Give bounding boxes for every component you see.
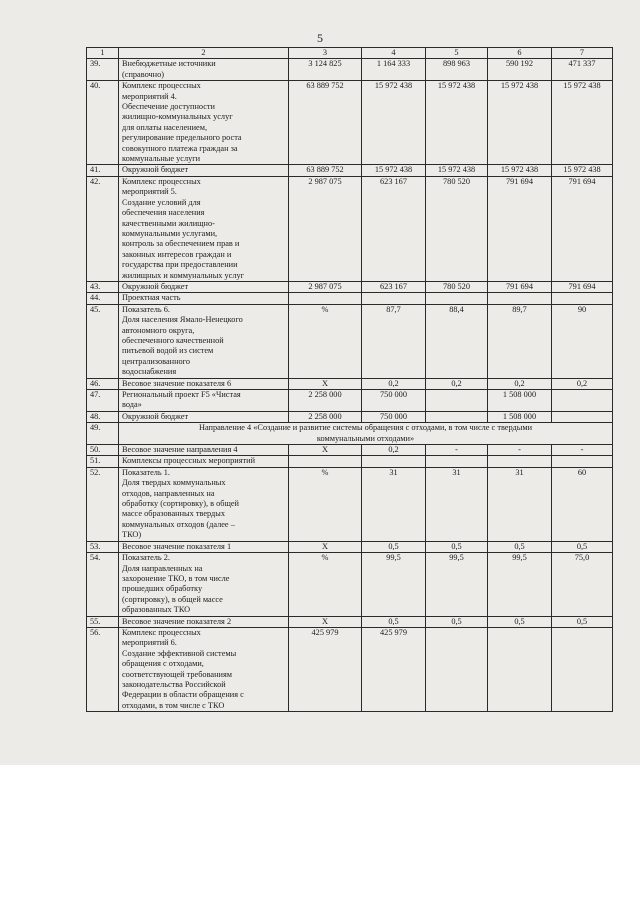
description-line: обработку (сортировку), в общей xyxy=(122,499,239,509)
description-line: коммунальных отходов (далее – xyxy=(122,519,235,529)
row-description xyxy=(119,445,289,456)
row-number: 42. xyxy=(87,176,119,281)
description-line: Окружной бюджет xyxy=(122,165,189,175)
table-row xyxy=(87,445,613,456)
row-number: 43. xyxy=(87,281,119,292)
description-line: Создание эффективной системы xyxy=(122,648,237,658)
value-cell: Х xyxy=(289,616,362,627)
table-row xyxy=(87,390,613,412)
value-cell xyxy=(426,293,488,304)
description-line: мероприятий 5. xyxy=(122,187,177,197)
value-cell: 31 xyxy=(362,467,426,541)
description-line: регулирование предельного роста xyxy=(122,133,242,143)
description-line: Региональный проект F5 «Чистая xyxy=(122,390,241,399)
value-cell: 15 972 438 xyxy=(488,165,552,176)
description-line: массе образованных твердых xyxy=(122,509,226,519)
row-description xyxy=(119,541,289,552)
description-line: жилищно-коммунальных услуг xyxy=(122,112,233,122)
description-line: отходов, направленных на xyxy=(122,488,215,498)
description-line: обращения с отходами, xyxy=(122,659,204,669)
description-line: Обеспечение доступности xyxy=(122,102,215,112)
row-number: 51. xyxy=(87,456,119,467)
row-number: 50. xyxy=(87,445,119,456)
value-cell: 3 124 825 xyxy=(289,59,362,81)
description-line: совокупного платежа граждан за xyxy=(122,143,238,153)
row-description xyxy=(119,378,289,389)
row-description xyxy=(119,176,289,281)
value-cell: 0,5 xyxy=(362,616,426,627)
row-number: 44. xyxy=(87,293,119,304)
header-cell: 2 xyxy=(119,48,289,59)
value-cell xyxy=(426,627,488,711)
row-description xyxy=(119,59,289,81)
header-cell: 1 xyxy=(87,48,119,59)
table-row xyxy=(87,176,613,281)
value-cell: 89,7 xyxy=(488,304,552,378)
table-row xyxy=(87,378,613,389)
row-number: 55. xyxy=(87,616,119,627)
description-line: вода» xyxy=(122,400,142,410)
row-description xyxy=(119,304,289,378)
description-line: мероприятий 4. xyxy=(122,91,177,101)
value-cell: 623 167 xyxy=(362,176,426,281)
description-line: коммунальные услуги xyxy=(122,154,201,164)
value-cell: 791 694 xyxy=(488,176,552,281)
value-cell xyxy=(289,456,362,467)
table-row xyxy=(87,616,613,627)
value-cell: 99,5 xyxy=(426,553,488,616)
page-number: 5 xyxy=(317,31,323,45)
value-cell: 1 164 333 xyxy=(362,59,426,81)
header-row xyxy=(87,48,613,59)
value-cell: 31 xyxy=(488,467,552,541)
value-cell: 780 520 xyxy=(426,281,488,292)
description-line: Комплексы процессных мероприятий xyxy=(122,456,256,466)
header-cell: 7 xyxy=(552,48,613,59)
value-cell: 15 972 438 xyxy=(488,81,552,165)
description-line: Окружной бюджет xyxy=(122,281,189,291)
description-line: образованных ТКО xyxy=(122,605,191,615)
description-line: Доля населения Ямало-Ненецкого xyxy=(122,315,243,325)
value-cell: 0,5 xyxy=(488,616,552,627)
value-cell: 791 694 xyxy=(552,176,613,281)
value-cell: 15 972 438 xyxy=(426,81,488,165)
table-row xyxy=(87,541,613,552)
value-cell xyxy=(426,456,488,467)
value-cell xyxy=(488,627,552,711)
table-row xyxy=(87,553,613,616)
value-cell: 590 192 xyxy=(488,59,552,81)
value-cell: 791 694 xyxy=(552,281,613,292)
description-line: (сортировку), в общей массе xyxy=(122,594,223,604)
row-number: 49. xyxy=(87,423,119,445)
value-cell: 471 337 xyxy=(552,59,613,81)
header-cell: 3 xyxy=(289,48,362,59)
description-line: законодательства Российской xyxy=(122,679,226,689)
header-cell: 5 xyxy=(426,48,488,59)
value-cell: 15 972 438 xyxy=(362,165,426,176)
description-line: Доля направленных на xyxy=(122,563,203,573)
value-cell: 0,2 xyxy=(362,378,426,389)
row-number: 47. xyxy=(87,390,119,412)
value-cell: 87,7 xyxy=(362,304,426,378)
description-line: питьевой водой из систем xyxy=(122,346,214,356)
value-cell: 63 889 752 xyxy=(289,81,362,165)
description-line: ТКО) xyxy=(122,530,142,540)
description-line: контроль за обеспечением прав и xyxy=(122,239,240,249)
table-row xyxy=(87,81,613,165)
value-cell: 0,2 xyxy=(426,378,488,389)
row-description xyxy=(119,390,289,412)
row-description xyxy=(119,411,289,422)
table-row xyxy=(87,411,613,422)
value-cell: 623 167 xyxy=(362,281,426,292)
value-cell: 0,5 xyxy=(426,616,488,627)
description-line: Весовое значение направления 4 xyxy=(122,445,238,455)
description-line: Комплекс процессных xyxy=(122,627,201,637)
value-cell: 2 987 075 xyxy=(289,281,362,292)
value-cell xyxy=(552,390,613,412)
description-line: отходами, в том числе с ТКО xyxy=(122,700,225,710)
value-cell: Х xyxy=(289,541,362,552)
description-line: Показатель 2. xyxy=(122,553,171,563)
value-cell: 15 972 438 xyxy=(552,81,613,165)
table-row xyxy=(87,423,613,445)
row-number: 54. xyxy=(87,553,119,616)
value-cell: 0,5 xyxy=(426,541,488,552)
value-cell: 0,2 xyxy=(488,378,552,389)
table-row xyxy=(87,165,613,176)
value-cell: % xyxy=(289,553,362,616)
description-line: водоснабжения xyxy=(122,367,177,377)
table-row xyxy=(87,293,613,304)
value-cell: 15 972 438 xyxy=(552,165,613,176)
description-line: Создание условий для xyxy=(122,197,201,207)
row-number: 53. xyxy=(87,541,119,552)
value-cell: - xyxy=(488,445,552,456)
row-number: 48. xyxy=(87,411,119,422)
value-cell: 2 987 075 xyxy=(289,176,362,281)
row-number: 52. xyxy=(87,467,119,541)
value-cell: 0,5 xyxy=(552,616,613,627)
value-cell: 60 xyxy=(552,467,613,541)
description-line: Доля твердых коммунальных xyxy=(122,478,226,488)
value-cell: 780 520 xyxy=(426,176,488,281)
description-line: Весовое значение показателя 1 xyxy=(122,541,232,551)
row-description xyxy=(119,281,289,292)
value-cell: 2 258 000 xyxy=(289,390,362,412)
value-cell: 15 972 438 xyxy=(362,81,426,165)
value-cell xyxy=(488,456,552,467)
value-cell: 898 963 xyxy=(426,59,488,81)
description-line: Весовое значение показателя 2 xyxy=(122,616,232,626)
header-cell: 6 xyxy=(488,48,552,59)
direction-heading-line: коммунальными отходами» xyxy=(316,433,415,443)
value-cell: 63 889 752 xyxy=(289,165,362,176)
table-row xyxy=(87,467,613,541)
row-number: 46. xyxy=(87,378,119,389)
value-cell: 425 979 xyxy=(289,627,362,711)
description-line: Показатель 1. xyxy=(122,467,171,477)
description-line: коммунальными услугами, xyxy=(122,228,218,238)
data-table xyxy=(86,47,613,712)
description-line: для оплаты населением, xyxy=(122,122,208,132)
value-cell: Х xyxy=(289,378,362,389)
value-cell: 0,5 xyxy=(552,541,613,552)
description-line: мероприятий 6. xyxy=(122,638,177,648)
value-cell: 15 972 438 xyxy=(426,165,488,176)
description-line: Комплекс процессных xyxy=(122,176,201,186)
value-cell: 75,0 xyxy=(552,553,613,616)
value-cell xyxy=(362,456,426,467)
value-cell: 99,5 xyxy=(488,553,552,616)
table-row xyxy=(87,304,613,378)
description-line: обеспечения населения xyxy=(122,208,205,218)
description-line: качественными жилищно- xyxy=(122,218,215,228)
value-cell: 750 000 xyxy=(362,390,426,412)
value-cell xyxy=(362,293,426,304)
row-number: 56. xyxy=(87,627,119,711)
description-line: прошедших обработку xyxy=(122,584,203,594)
table-body xyxy=(87,48,613,712)
row-description xyxy=(119,627,289,711)
description-line: Проектная часть xyxy=(122,293,181,303)
description-line: Весовое значение показателя 6 xyxy=(122,378,232,388)
value-cell: 90 xyxy=(552,304,613,378)
description-line: Федерации в области обращения с xyxy=(122,690,244,700)
value-cell: 1 508 000 xyxy=(488,411,552,422)
value-cell: 791 694 xyxy=(488,281,552,292)
table-row xyxy=(87,627,613,711)
description-line: государства при предоставлении xyxy=(122,260,238,270)
row-description xyxy=(119,616,289,627)
description-line: соответствующей требованиям xyxy=(122,669,233,679)
table-row xyxy=(87,59,613,81)
value-cell xyxy=(426,411,488,422)
description-line: (справочно) xyxy=(122,69,165,79)
header-cell: 4 xyxy=(362,48,426,59)
direction-heading-line: Направление 4 «Создание и развитие системы обращения с отходами, в том числе с твердыми xyxy=(198,423,533,433)
description-line: Окружной бюджет xyxy=(122,411,189,421)
value-cell: % xyxy=(289,304,362,378)
description-line: Показатель 6. xyxy=(122,304,171,314)
description-line: централизованного xyxy=(122,356,191,366)
value-cell xyxy=(552,411,613,422)
value-cell xyxy=(552,293,613,304)
value-cell: % xyxy=(289,467,362,541)
value-cell: - xyxy=(552,445,613,456)
value-cell: 750 000 xyxy=(362,411,426,422)
description-line: обеспеченного качественной xyxy=(122,335,224,345)
value-cell: 99,5 xyxy=(362,553,426,616)
value-cell: 88,4 xyxy=(426,304,488,378)
description-line: Комплекс процессных xyxy=(122,81,201,91)
value-cell xyxy=(552,456,613,467)
description-line: жилищных и коммунальных услуг xyxy=(122,270,245,280)
table-row xyxy=(87,456,613,467)
description-line: захоронение ТКО, в том числе xyxy=(122,573,230,583)
value-cell xyxy=(289,293,362,304)
value-cell: 1 508 000 xyxy=(488,390,552,412)
direction-heading xyxy=(119,423,613,445)
description-line: Внебюджетные источники xyxy=(122,59,216,69)
value-cell: - xyxy=(426,445,488,456)
row-description xyxy=(119,553,289,616)
row-number: 39. xyxy=(87,59,119,81)
value-cell: Х xyxy=(289,445,362,456)
row-description xyxy=(119,165,289,176)
table-row xyxy=(87,281,613,292)
value-cell: 425 979 xyxy=(362,627,426,711)
description-line: законных интересов граждан и xyxy=(122,249,232,259)
description-line: автономного округа, xyxy=(122,325,195,335)
value-cell: 0,5 xyxy=(362,541,426,552)
value-cell xyxy=(426,390,488,412)
value-cell: 0,2 xyxy=(362,445,426,456)
value-cell xyxy=(488,293,552,304)
value-cell: 0,5 xyxy=(488,541,552,552)
value-cell: 0,2 xyxy=(552,378,613,389)
row-description xyxy=(119,293,289,304)
row-description xyxy=(119,467,289,541)
value-cell: 31 xyxy=(426,467,488,541)
value-cell: 2 258 000 xyxy=(289,411,362,422)
row-description xyxy=(119,456,289,467)
row-number: 41. xyxy=(87,165,119,176)
row-number: 40. xyxy=(87,81,119,165)
row-description xyxy=(119,81,289,165)
value-cell xyxy=(552,627,613,711)
row-number: 45. xyxy=(87,304,119,378)
